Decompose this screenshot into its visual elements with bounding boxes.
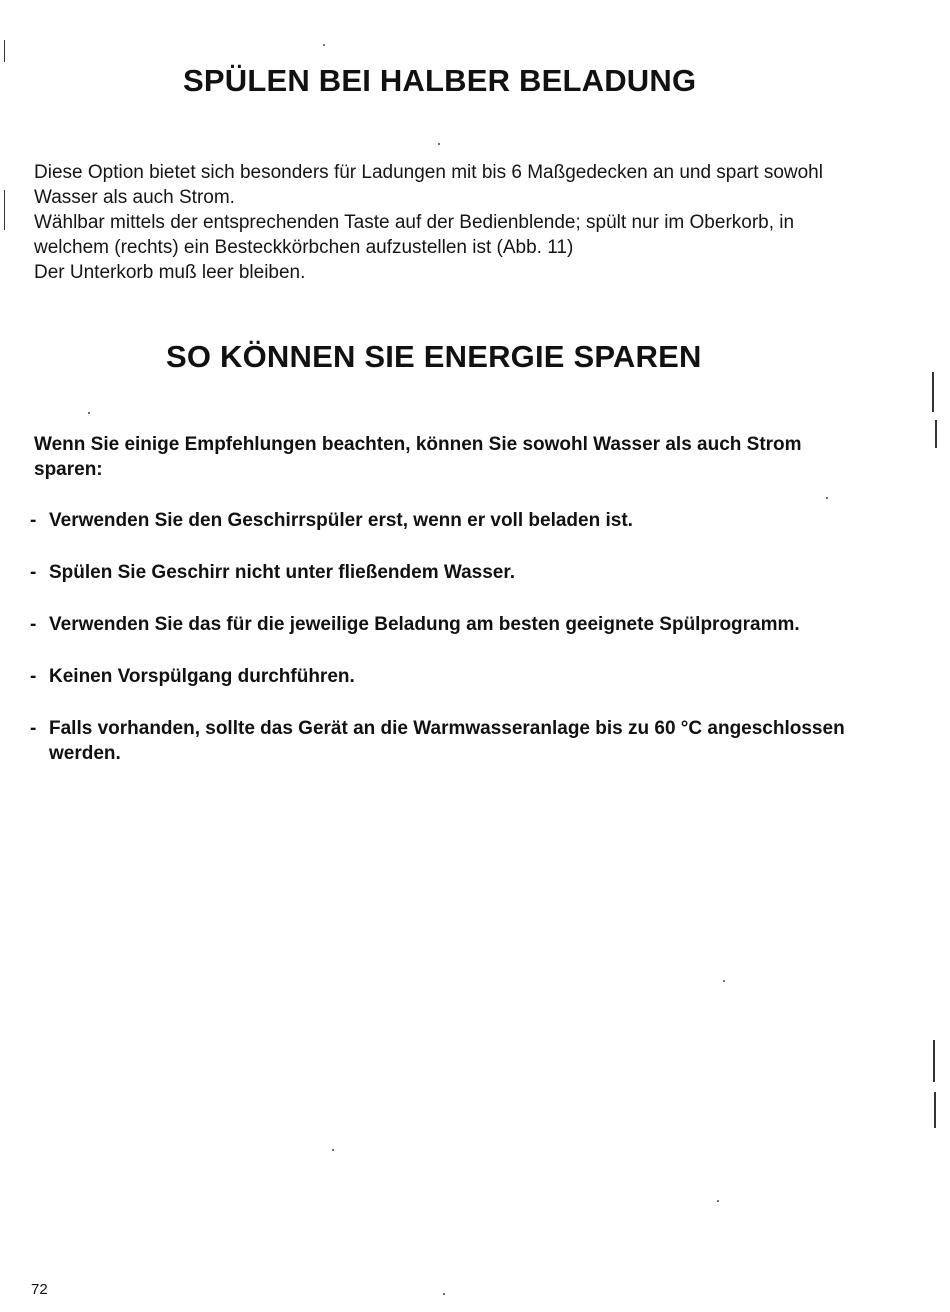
scan-speck: [717, 1200, 719, 1202]
bullet-dash: -: [30, 718, 37, 739]
scan-mark: [4, 190, 5, 230]
energy-saving-intro: Wenn Sie einige Empfehlungen beachten, können Sie sowohl Wasser als auch Strom sparen:: [34, 434, 802, 480]
bullet-dash: -: [30, 666, 37, 687]
bullet-dash: -: [30, 562, 37, 583]
scan-speck: [443, 1293, 445, 1295]
list-item: [30, 612, 850, 637]
page-number: 72: [31, 1281, 48, 1298]
bullet-dash: -: [30, 510, 37, 531]
list-item: [30, 508, 850, 533]
bullet-dash: -: [30, 614, 37, 635]
list-item: [30, 560, 850, 585]
half-load-description: [34, 160, 854, 285]
scan-mark: [4, 40, 5, 62]
tip-text: Keinen Vorspülgang durchführen.: [49, 666, 355, 687]
half-load-paragraph-3: Der Unterkorb muß leer bleiben.: [34, 262, 306, 283]
tip-text: Verwenden Sie den Geschirrspüler erst, wenn er voll beladen ist.: [49, 510, 633, 531]
heading-half-load: SPÜLEN BEI HALBER BELADUNG: [183, 63, 697, 98]
scan-speck: [88, 412, 90, 414]
scan-speck: [323, 44, 325, 46]
energy-tips-list: [30, 508, 850, 793]
half-load-paragraph-1: Diese Option bietet sich besonders für Ladungen mit bis 6 Maßgedecken an und spart sowohl Wasser als auch Strom.: [34, 162, 823, 208]
scan-speck: [332, 1149, 334, 1151]
half-load-paragraph-2: Wählbar mittels der entsprechenden Taste auf der Bedienblende; spült nur im Oberkorb, in welchem (rechts) ein Besteckkörbchen aufzustellen ist (Abb. 11): [34, 212, 795, 258]
list-item: [30, 716, 850, 766]
scan-mark: [933, 1040, 935, 1082]
scan-mark: [934, 1092, 936, 1128]
tip-text: Spülen Sie Geschirr nicht unter fließendem Wasser.: [49, 562, 515, 583]
scan-speck: [438, 143, 440, 145]
scan-speck: [826, 497, 828, 499]
scan-speck: [723, 980, 725, 982]
tip-text: Falls vorhanden, sollte das Gerät an die Warmwasseranlage bis zu 60 °C angeschlossen werden.: [49, 718, 845, 764]
list-item: [30, 664, 850, 689]
heading-energy-saving: SO KÖNNEN SIE ENERGIE SPAREN: [166, 339, 702, 374]
scan-mark: [932, 372, 934, 412]
tip-text: Verwenden Sie das für die jeweilige Beladung am besten geeignete Spülprogramm.: [49, 614, 800, 635]
scan-mark: [935, 420, 937, 448]
